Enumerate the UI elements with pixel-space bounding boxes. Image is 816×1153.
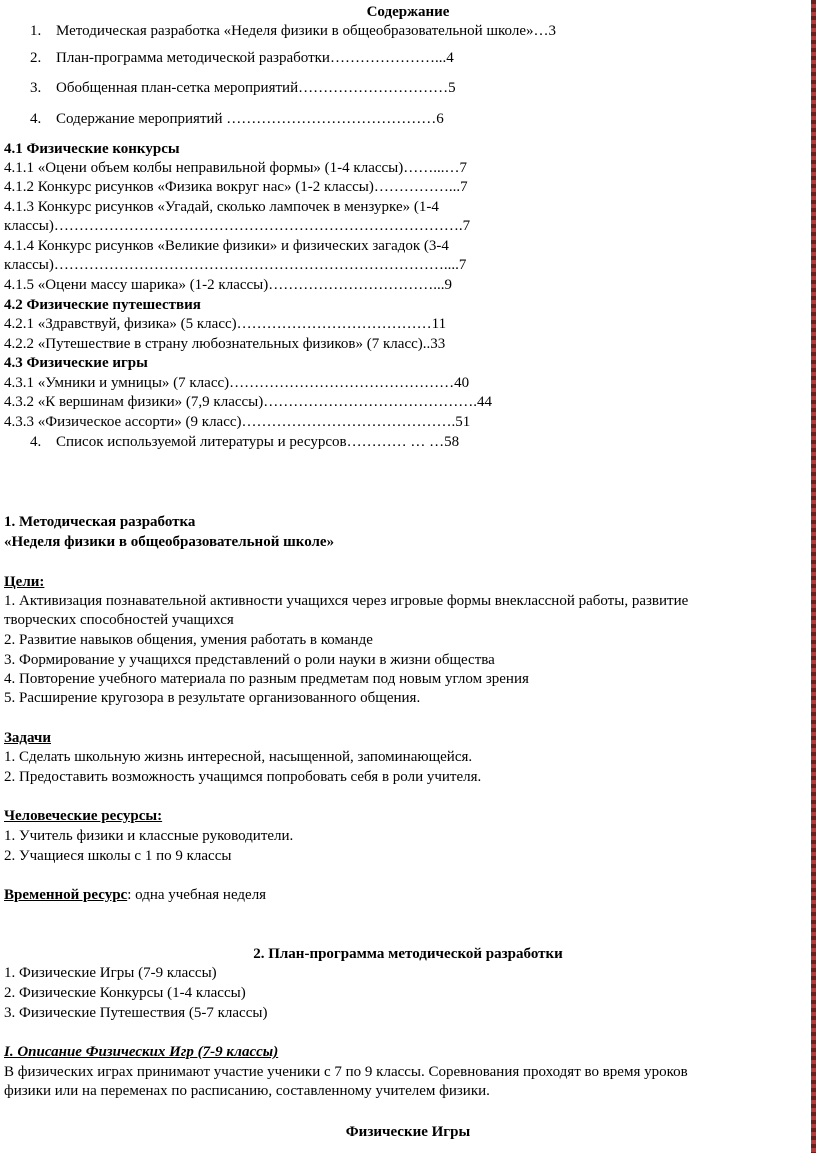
page-border-decoration [811,0,816,1153]
time-resource: Временной ресурс: одна учебная неделя [4,887,267,903]
plan-item: 3. Физические Путешествия (5-7 классы) [4,1005,268,1021]
toc-sub-heading: 4.1 Физические конкурсы [4,141,180,157]
goal-line: 3. Формирование у учащихся представлений о роли науки в жизни общества [4,652,495,668]
human-resource-line: 2. Учащиеся школы с 1 по 9 классы [4,848,232,864]
toc-item-last: 4. Список используемой литературы и ресурсов………… … …58 [30,434,460,450]
human-resources-heading: Человеческие ресурсы: [4,808,163,824]
goal-line: 5. Расширение кругозора в результате организованного общения. [4,690,421,706]
goals-heading: Цели: [4,574,45,590]
toc-sub-item: 4.3.3 «Физическое ассорти» (9 класс)…………………………………….51 [4,414,471,430]
section1-subtitle: «Неделя физики в общеобразовательной школе» [4,534,335,550]
toc-item-3: 3. Обобщенная план-сетка мероприятий…………………………5 [30,80,456,96]
goal-line: 1. Активизация познавательной активности учащихся через игровые формы внеклассной работы, развитие [4,593,689,609]
plan-item: 2. Физические Конкурсы (1-4 классы) [4,985,246,1001]
toc-sub-item: 4.3.1 «Умники и умницы» (7 класс)………………………………………40 [4,375,470,391]
plan-item: 1. Физические Игры (7-9 классы) [4,965,217,981]
section2-title: 2. План-программа методической разработки [253,946,563,962]
toc-item-4: 4. Содержание мероприятий ……………………………………6 [30,111,444,127]
toc-item-1: 1. Методическая разработка «Неделя физики в общеобразовательной школе»…3 [30,23,556,39]
physical-games-title: Физические Игры [345,1124,471,1140]
games-description-heading: I. Описание Физических Игр (7-9 классы) [4,1044,279,1060]
toc-sub-item: 4.1.1 «Оцени объем колбы неправильной формы» (1-4 классы)……...…7 [4,160,467,176]
tasks-heading: Задачи [4,730,52,746]
toc-sub-item: 4.2.1 «Здравствуй, физика» (5 класс)…………………………………11 [4,316,447,332]
toc-sub-heading: 4.3 Физические игры [4,355,148,371]
toc-sub-heading: 4.2 Физические путешествия [4,297,201,313]
section1-title: 1. Методическая разработка [4,514,196,530]
task-line: 2. Предоставить возможность учащимся попробовать себя в роли учителя. [4,769,482,785]
goal-line: творческих способностей учащихся [4,612,234,628]
games-description-line: В физических играх принимают участие ученики с 7 по 9 классы. Соревнования проходят во время уроков [4,1064,688,1080]
toc-title: Содержание [366,4,450,20]
games-description-line: физики или на переменах по расписанию, составленному учителем физики. [4,1083,490,1099]
toc-sub-item: 4.1.2 Конкурс рисунков «Физика вокруг нас» (1-2 классы)……………...7 [4,179,468,195]
toc-sub-item: 4.2.2 «Путешествие в страну любознательных физиков» (7 класс)..33 [4,336,446,352]
toc-sub-item: классы)……………………………………………………………………....7 [4,257,467,273]
toc-sub-item: 4.1.4 Конкурс рисунков «Великие физики» и физических загадок (3-4 [4,238,449,254]
toc-sub-item: классы)……………………………………………………………………….7 [4,218,471,234]
goal-line: 4. Повторение учебного материала по разным предметам под новым углом зрения [4,671,529,687]
toc-sub-item: 4.1.3 Конкурс рисунков «Угадай, сколько лампочек в мензурке» (1-4 [4,199,439,215]
human-resource-line: 1. Учитель физики и классные руководители. [4,828,294,844]
goal-line: 2. Развитие навыков общения, умения работать в команде [4,632,373,648]
toc-sub-item: 4.3.2 «К вершинам физики» (7,9 классы)…………………………………….44 [4,394,492,410]
task-line: 1. Сделать школьную жизнь интересной, насыщенной, запоминающейся. [4,749,473,765]
toc-item-2: 2. План-программа методической разработки…………………...4 [30,50,454,66]
toc-sub-item: 4.1.5 «Оцени массу шарика» (1-2 классы)……………………………...9 [4,277,453,293]
